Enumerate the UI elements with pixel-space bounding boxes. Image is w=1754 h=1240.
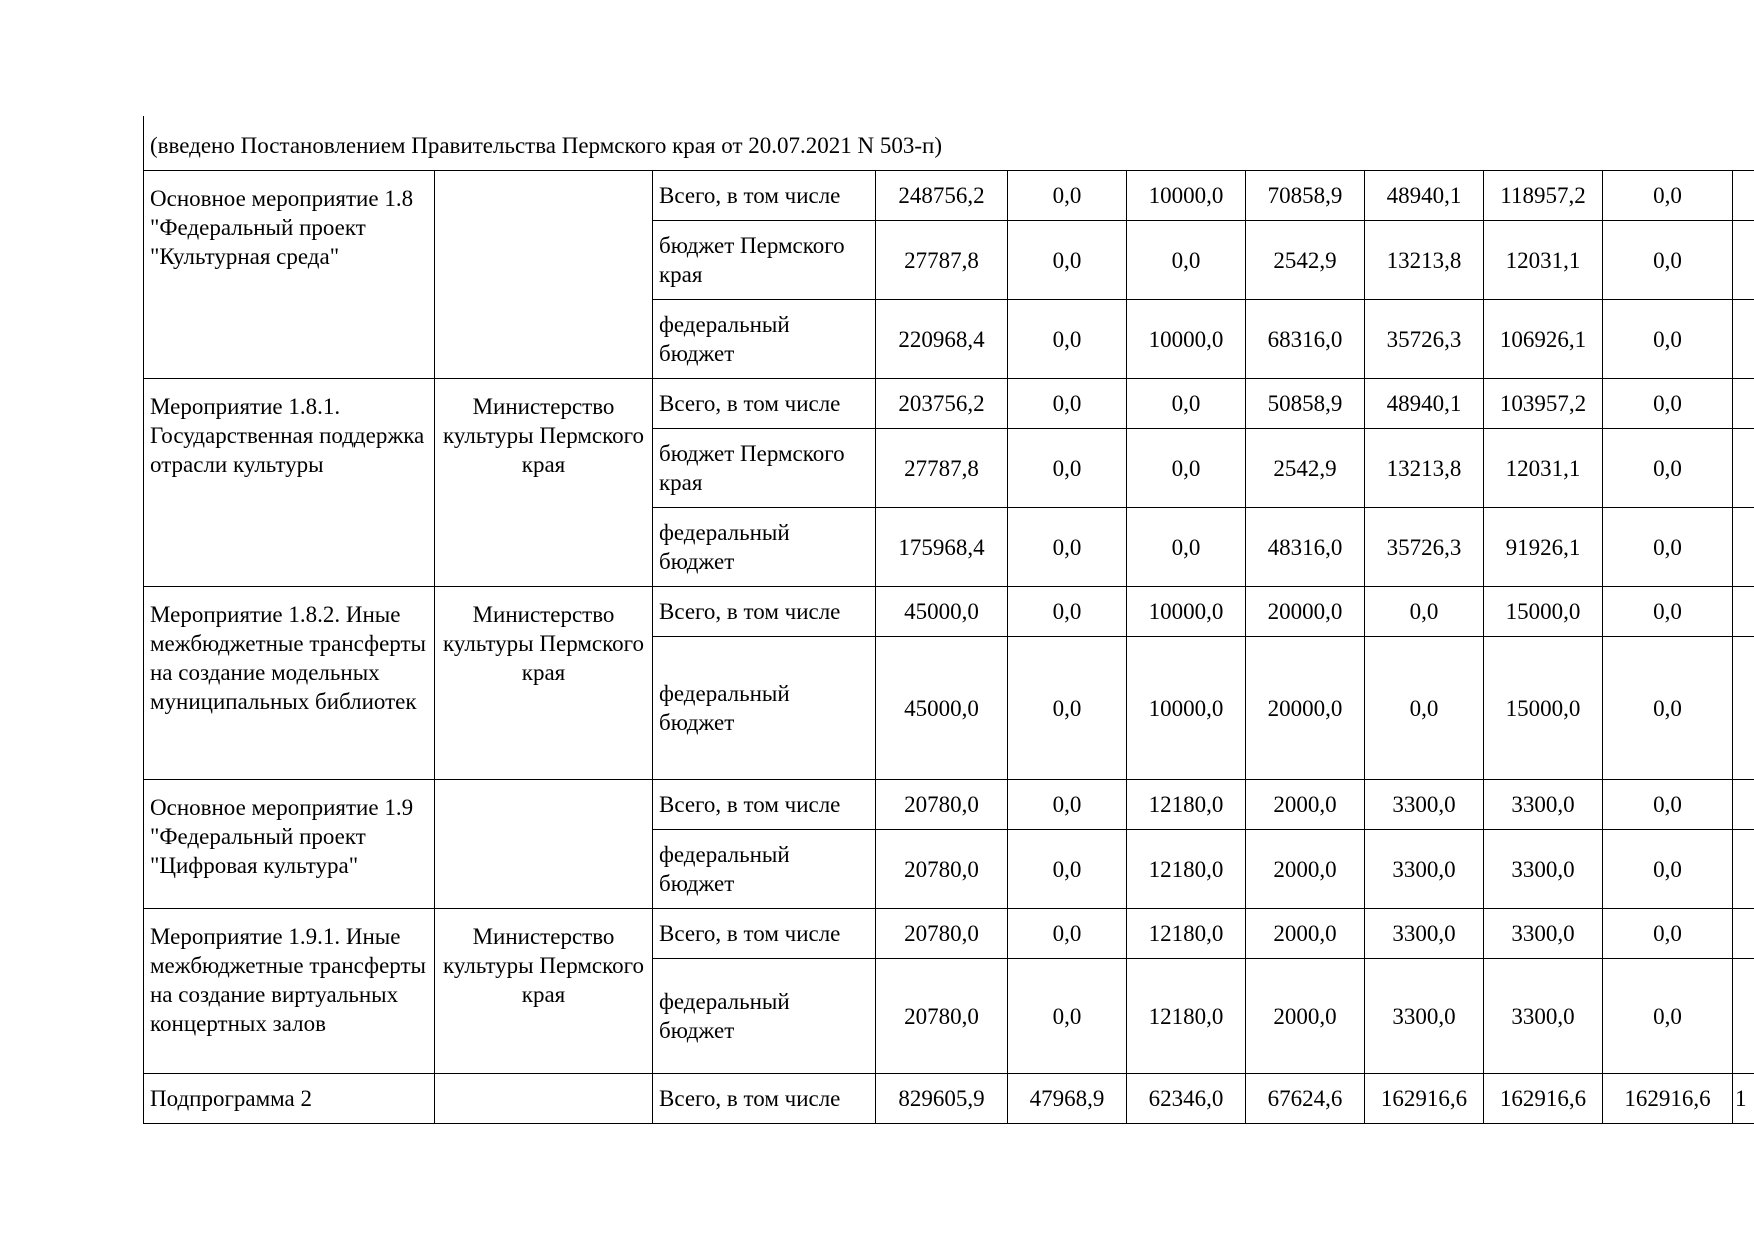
table-row — [144, 171, 1754, 221]
value-cell: 0,0 — [1365, 587, 1484, 637]
value-cell: 45000,0 — [876, 637, 1008, 780]
event-name: Мероприятие 1.8.1. Государственная поддержка отрасли культуры — [144, 379, 435, 587]
value-cell: 0,0 — [1603, 909, 1733, 959]
value-cell: 2000,0 — [1246, 830, 1365, 909]
value-cell: 12031,1 — [1484, 221, 1603, 300]
source-regional: бюджет Пермского края — [653, 429, 876, 508]
value-cell: 0,0 — [1008, 300, 1127, 379]
source-federal: федеральный бюджет — [653, 637, 876, 780]
value-cell: 20780,0 — [876, 780, 1008, 830]
value-cell: 0,0 — [1603, 300, 1733, 379]
value-cell: 48940,1 — [1365, 171, 1484, 221]
value-cell: 12180,0 — [1127, 909, 1246, 959]
value-cell: 48940,1 — [1365, 379, 1484, 429]
value-cell: 13213,8 — [1365, 429, 1484, 508]
value-cell: 45000,0 — [876, 587, 1008, 637]
value-cell: 10000,0 — [1127, 587, 1246, 637]
source-total: Всего, в том числе — [653, 587, 876, 637]
table-row — [144, 909, 1754, 959]
event-name: Основное мероприятие 1.9 "Федеральный проект "Цифровая культура" — [144, 780, 435, 909]
value-cell: 12180,0 — [1127, 830, 1246, 909]
value-cell: 0,0 — [1603, 171, 1733, 221]
source-federal: федеральный бюджет — [653, 300, 876, 379]
value-cell: 162916,6 — [1365, 1074, 1484, 1124]
executor: Министерство культуры Пермского края — [435, 379, 653, 587]
value-cell: 0,0 — [1008, 508, 1127, 587]
value-cell: 27787,8 — [876, 429, 1008, 508]
value-cell: 0,0 — [1008, 171, 1127, 221]
value-cell: 0,0 — [1127, 379, 1246, 429]
value-cell — [1733, 221, 1754, 300]
value-cell: 27787,8 — [876, 221, 1008, 300]
value-cell: 48316,0 — [1246, 508, 1365, 587]
value-cell: 3300,0 — [1484, 909, 1603, 959]
budget-table — [143, 116, 1754, 1124]
value-cell: 3300,0 — [1365, 780, 1484, 830]
value-cell: 10000,0 — [1127, 637, 1246, 780]
value-cell: 20780,0 — [876, 959, 1008, 1074]
value-cell: 0,0 — [1127, 508, 1246, 587]
value-cell: 0,0 — [1603, 508, 1733, 587]
value-cell: 118957,2 — [1484, 171, 1603, 221]
value-cell: 20780,0 — [876, 830, 1008, 909]
value-cell: 248756,2 — [876, 171, 1008, 221]
amendment-note: (введено Постановлением Правительства Пермского края от 20.07.2021 N 503-п) — [144, 116, 1754, 171]
value-cell: 103957,2 — [1484, 379, 1603, 429]
value-cell: 50858,9 — [1246, 379, 1365, 429]
value-cell: 47968,9 — [1008, 1074, 1127, 1124]
value-cell: 68316,0 — [1246, 300, 1365, 379]
value-cell: 3300,0 — [1484, 959, 1603, 1074]
value-cell: 10000,0 — [1127, 300, 1246, 379]
value-cell — [1733, 379, 1754, 429]
event-name: Мероприятие 1.9.1. Иные межбюджетные трансферты на создание виртуальных концертных залов — [144, 909, 435, 1074]
source-total: Всего, в том числе — [653, 379, 876, 429]
value-cell: 0,0 — [1603, 587, 1733, 637]
value-cell: 220968,4 — [876, 300, 1008, 379]
value-cell: 0,0 — [1127, 429, 1246, 508]
executor — [435, 1074, 653, 1124]
value-cell: 35726,3 — [1365, 300, 1484, 379]
source-federal: федеральный бюджет — [653, 959, 876, 1074]
table-row — [144, 379, 1754, 429]
value-cell: 0,0 — [1008, 429, 1127, 508]
value-cell: 70858,9 — [1246, 171, 1365, 221]
value-cell: 0,0 — [1008, 221, 1127, 300]
value-cell: 0,0 — [1008, 959, 1127, 1074]
value-cell: 2542,9 — [1246, 429, 1365, 508]
event-name: Подпрограмма 2 — [144, 1074, 435, 1124]
value-cell: 91926,1 — [1484, 508, 1603, 587]
value-cell — [1733, 637, 1754, 780]
value-cell — [1733, 780, 1754, 830]
value-cell: 0,0 — [1008, 637, 1127, 780]
executor — [435, 780, 653, 909]
source-regional: бюджет Пермского края — [653, 221, 876, 300]
value-cell — [1733, 300, 1754, 379]
value-cell: 15000,0 — [1484, 637, 1603, 780]
table-row — [144, 1074, 1754, 1124]
value-cell: 0,0 — [1603, 429, 1733, 508]
value-cell: 0,0 — [1365, 637, 1484, 780]
value-cell: 0,0 — [1603, 637, 1733, 780]
event-name: Мероприятие 1.8.2. Иные межбюджетные трансферты на создание модельных муниципальных библиотек — [144, 587, 435, 780]
value-cell: 203756,2 — [876, 379, 1008, 429]
value-cell: 62346,0 — [1127, 1074, 1246, 1124]
value-cell — [1733, 830, 1754, 909]
value-cell: 15000,0 — [1484, 587, 1603, 637]
value-cell: 12180,0 — [1127, 959, 1246, 1074]
value-cell — [1733, 959, 1754, 1074]
value-cell — [1733, 587, 1754, 637]
table-row — [144, 587, 1754, 637]
value-cell — [1733, 508, 1754, 587]
value-cell: 162916,6 — [1484, 1074, 1603, 1124]
value-cell: 0,0 — [1603, 959, 1733, 1074]
value-cell: 0,0 — [1008, 780, 1127, 830]
value-cell: 67624,6 — [1246, 1074, 1365, 1124]
value-cell: 10000,0 — [1127, 171, 1246, 221]
source-federal: федеральный бюджет — [653, 508, 876, 587]
value-cell: 0,0 — [1008, 830, 1127, 909]
value-cell: 0,0 — [1603, 221, 1733, 300]
value-cell: 12031,1 — [1484, 429, 1603, 508]
value-cell: 0,0 — [1127, 221, 1246, 300]
value-cell: 20000,0 — [1246, 587, 1365, 637]
value-cell: 3300,0 — [1484, 780, 1603, 830]
amendment-note-row — [144, 116, 1754, 171]
value-cell: 20780,0 — [876, 909, 1008, 959]
value-cell: 0,0 — [1008, 909, 1127, 959]
value-cell: 3300,0 — [1365, 909, 1484, 959]
executor: Министерство культуры Пермского края — [435, 909, 653, 1074]
value-cell: 106926,1 — [1484, 300, 1603, 379]
value-cell: 13213,8 — [1365, 221, 1484, 300]
value-cell: 1 — [1733, 1074, 1754, 1124]
value-cell: 3300,0 — [1365, 830, 1484, 909]
table-row — [144, 780, 1754, 830]
event-name: Основное мероприятие 1.8 "Федеральный проект "Культурная среда" — [144, 171, 435, 379]
value-cell: 0,0 — [1008, 587, 1127, 637]
value-cell: 0,0 — [1603, 379, 1733, 429]
executor: Министерство культуры Пермского края — [435, 587, 653, 780]
value-cell: 2542,9 — [1246, 221, 1365, 300]
source-total: Всего, в том числе — [653, 780, 876, 830]
value-cell: 175968,4 — [876, 508, 1008, 587]
value-cell: 162916,6 — [1603, 1074, 1733, 1124]
value-cell: 829605,9 — [876, 1074, 1008, 1124]
source-total: Всего, в том числе — [653, 171, 876, 221]
value-cell: 2000,0 — [1246, 780, 1365, 830]
value-cell: 2000,0 — [1246, 909, 1365, 959]
value-cell: 3300,0 — [1484, 830, 1603, 909]
value-cell: 20000,0 — [1246, 637, 1365, 780]
value-cell — [1733, 171, 1754, 221]
value-cell — [1733, 909, 1754, 959]
value-cell: 12180,0 — [1127, 780, 1246, 830]
executor — [435, 171, 653, 379]
value-cell: 0,0 — [1008, 379, 1127, 429]
value-cell — [1733, 429, 1754, 508]
source-total: Всего, в том числе — [653, 1074, 876, 1124]
source-federal: федеральный бюджет — [653, 830, 876, 909]
value-cell: 0,0 — [1603, 780, 1733, 830]
value-cell: 2000,0 — [1246, 959, 1365, 1074]
value-cell: 3300,0 — [1365, 959, 1484, 1074]
value-cell: 0,0 — [1603, 830, 1733, 909]
value-cell: 35726,3 — [1365, 508, 1484, 587]
source-total: Всего, в том числе — [653, 909, 876, 959]
